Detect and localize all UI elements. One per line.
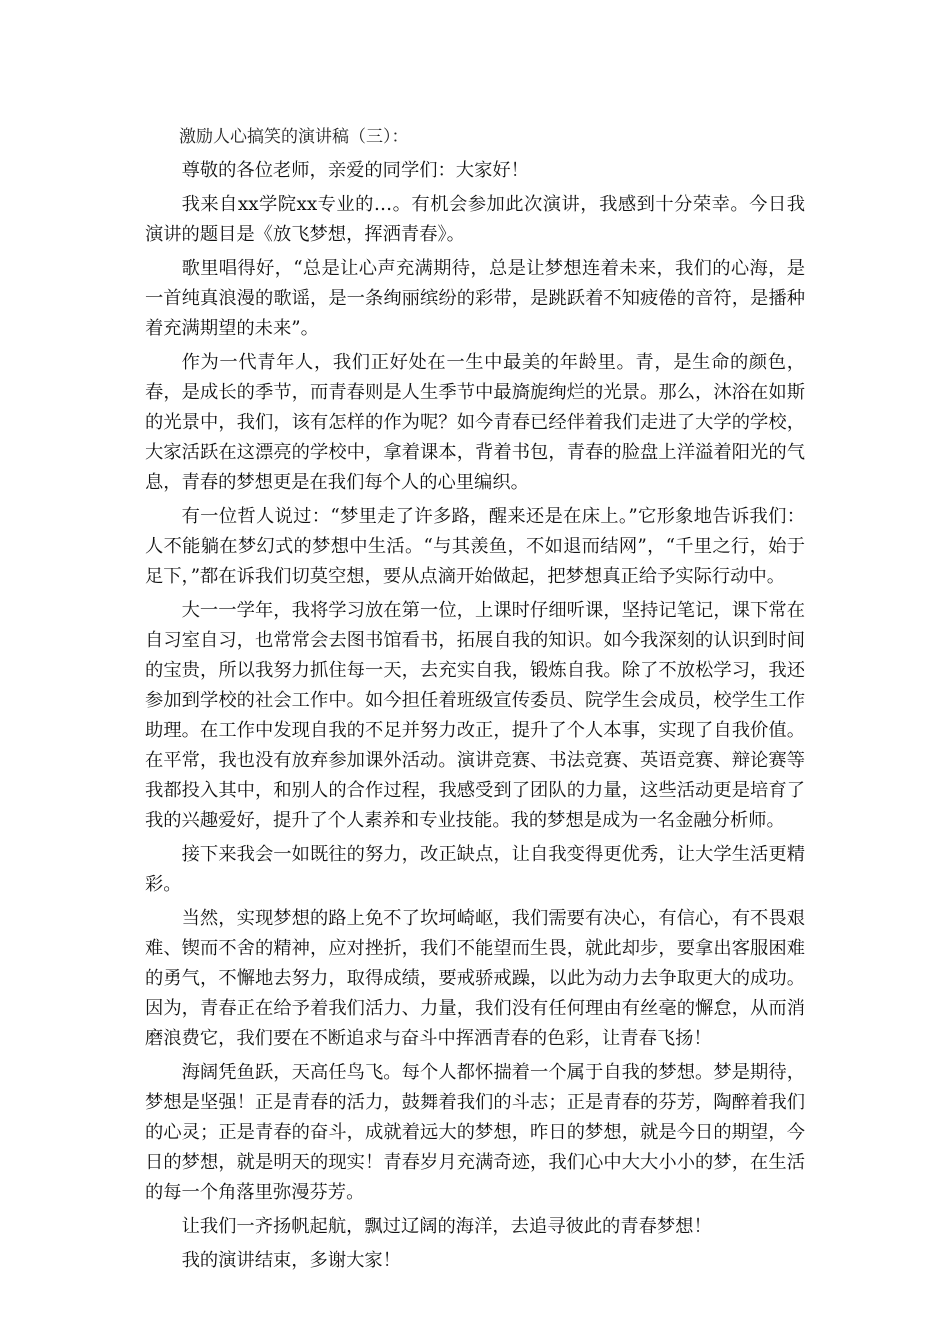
paragraph-philosopher: 有一位哲人说过：“梦里走了许多路，醒来还是在床上。”它形象地告诉我们：人不能躺在梦幻式的梦想中生活。“与其羡鱼，不如退而结网”，“千里之行，始于足下，”都在诉我们切莫空想，要从点滴开始做起，把梦想真正给予实际行动中。 [145,506,805,587]
paragraph-closing: 我的演讲结束，多谢大家！ [181,1250,401,1271]
paragraph-dream: 海阔凭鱼跃，天高任鸟飞。每个人都怀揣着一个属于自我的梦想。梦是期待，梦想是坚强！正是青春的活力，鼓舞着我们的斗志；正是青春的芬芳，陶醉着我们的心灵；正是青春的奋斗，成就着远大的梦想，昨日的梦想，就是今日的期望，今日的梦想，就是明天的现实！青春岁月充满奇迹，我们心中大大小小的梦，在生活的每一个角落里弥漫芬芳。 [145,1062,805,1203]
paragraph-hardship: 当然，实现梦想的路上免不了坎坷崎岖，我们需要有决心，有信心，有不畏艰难、锲而不舍的精神，应对挫折，我们不能望而生畏，就此却步，要拿出客服困难的勇气，不懈地去努力，取得成绩，要戒骄戒躁，以此为动力去争取更大的成功。因为，青春正在给予着我们活力、力量，我们没有任何理由有丝毫的懈怠，从而消磨浪费它，我们要在不断追求与奋斗中挥洒青春的色彩，让青春飞扬！ [145,908,805,1049]
document-title: 激励人心搞笑的演讲稿（三）： [179,127,409,147]
paragraph-greeting: 尊敬的各位老师，亲爱的同学们：大家好！ [181,160,529,181]
paragraph-song: 歌里唱得好，“总是让心声充满期待，总是让梦想连着未来，我们的心海，是一首纯真浪漫的歌谣，是一条绚丽缤纷的彩带，是跳跃着不知疲倦的音符，是播种着充满期望的未来”。 [145,258,805,339]
paragraph-freshman-year: 大一一学年，我将学习放在第一位，上课时仔细听课，坚持记笔记，课下常在自习室自习，也常常会去图书馆看书，拓展自我的知识。如今我深刻的认识到时间的宝贵，所以我努力抓住每一天，去充实自我，锻炼自我。除了不放松学习，我还参加到学校的社会工作中。如今担任着班级宣传委员、院学生会成员，校学生工作助理。在工作中发现自我的不足并努力改正，提升了个人本事，实现了自我价值。在平常，我也没有放弃参加课外活动。演讲竞赛、书法竞赛、英语竞赛、辩论赛等我都投入其中，和别人的合作过程，我感受到了团队的力量，这些活动更是培育了我的兴趣爱好，提升了个人素养和专业技能。我的梦想是成为一名金融分析师。 [145,600,805,831]
paragraph-set-sail: 让我们一齐扬帆起航，飘过辽阔的海洋，去追寻彼此的青春梦想！ [181,1216,712,1237]
document-page [145,122,805,1280]
paragraph-intro: 我来自xx学院xx专业的…。有机会参加此次演讲，我感到十分荣幸。今日我演讲的题目是《放飞梦想，挥洒青春》。 [145,194,805,245]
paragraph-youth: 作为一代青年人，我们正好处在一生中最美的年龄里。青，是生命的颜色，春，是成长的季节，而青春则是人生季节中最旖旎绚烂的光景。那么，沐浴在如斯的光景中，我们，该有怎样的作为呢？如今青春已经伴着我们走进了大学的学校，大家活跃在这漂亮的学校中，拿着课本，背着书包，青春的脸盘上洋溢着阳光的气息，青春的梦想更是在我们每个人的心里编织。 [145,352,805,493]
paragraph-next: 接下来我会一如既往的努力，改正缺点，让自我变得更优秀，让大学生活更精彩。 [145,844,805,895]
